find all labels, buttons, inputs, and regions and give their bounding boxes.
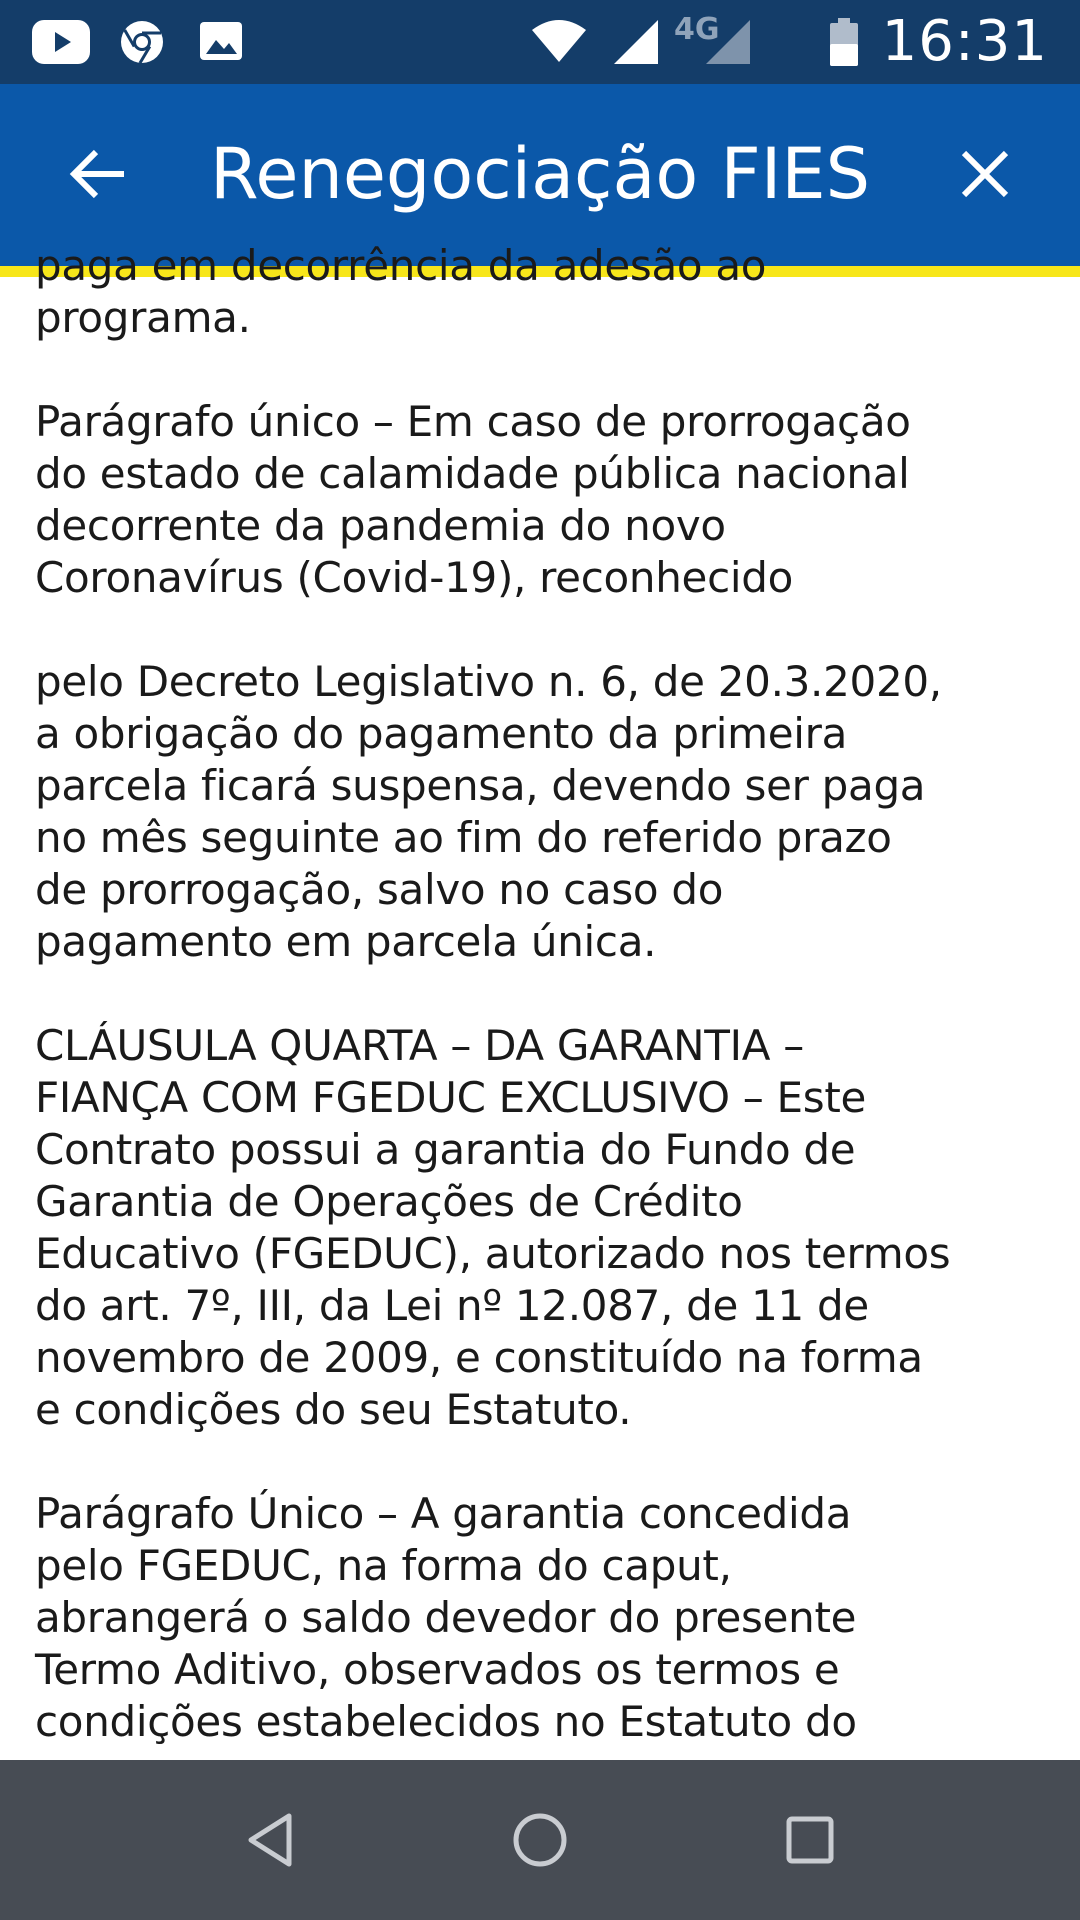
document-paragraph: paga em decorrência da adesão ao programa. [35,241,767,342]
close-button[interactable] [935,124,1035,224]
document-body [35,240,1050,1800]
chrome-icon [118,18,166,66]
nav-back-icon [245,1812,295,1868]
nav-back-button[interactable] [220,1790,320,1890]
arrow-left-icon [68,147,128,201]
back-button[interactable] [48,124,148,224]
nav-recent-icon [785,1815,835,1865]
wifi-icon [530,18,588,66]
battery-icon [830,18,858,66]
close-icon [960,149,1010,199]
document-paragraph: Parágrafo Único – A garantia concedida pelo FGEDUC, na forma do caput, abrangerá o saldo devedor do presente Termo Aditivo, observados os termos e condições estabelecidos no Estatuto do [35,1489,857,1746]
app-bar [0,84,1080,266]
gallery-icon [198,18,244,66]
document-paragraph: Parágrafo único – Em caso de prorrogação do estado de calamidade pública nacional decorrente da pandemia do novo Coronavírus (Covid-19), reconhecido [35,397,911,602]
status-bar [0,0,1080,84]
document-paragraph: pelo Decreto Legislativo n. 6, de 20.3.2020, a obrigação do pagamento da primeira parcela ficará suspensa, devendo ser paga no mês seguinte ao fim do referido prazo de prorrogação, salvo no caso do pagamento em parcela única. [35,657,942,966]
signal-secondary-icon [704,18,752,66]
clock: 16:31 [881,9,1048,74]
document-paragraph: CLÁUSULA QUARTA – DA GARANTIA – FIANÇA COM FGEDUC EXCLUSIVO – Este Contrato possui a garantia do Fundo de Garantia de Operações de Crédito Educativo (FGEDUC), autorizado nos termos do art. 7º, III, da Lei nº 12.087, de 11 de novembro de 2009, e constituído na forma e condições do seu Estatuto. [35,1021,951,1434]
nav-home-icon [512,1812,568,1868]
nav-recent-button[interactable] [760,1790,860,1890]
nav-home-button[interactable] [490,1790,590,1890]
page-title: Renegociação FIES [209,133,871,215]
system-nav-bar [0,1760,1080,1920]
network-type-label: 4G [674,12,720,47]
signal-icon [612,18,660,66]
document-scroll-area[interactable] [0,241,1080,1760]
youtube-icon [32,20,90,64]
